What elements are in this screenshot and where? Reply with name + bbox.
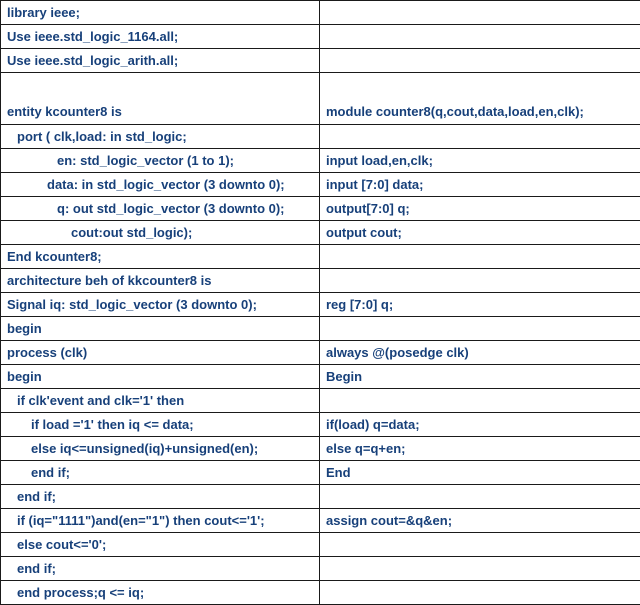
vhdl-line: cout:out std_logic);: [1, 221, 320, 245]
verilog-line: [320, 485, 640, 509]
vhdl-line: if clk'event and clk='1' then: [1, 389, 320, 413]
vhdl-line: data: in std_logic_vector (3 downto 0);: [1, 173, 320, 197]
vhdl-line: architecture beh of kkcounter8 is: [1, 269, 320, 293]
verilog-line: output cout;: [320, 221, 640, 245]
table-row: [1, 341, 640, 365]
vhdl-line: else iq<=unsigned(iq)+unsigned(en);: [1, 437, 320, 461]
verilog-line: always @(posedge clk): [320, 341, 640, 365]
vhdl-line: Use ieee.std_logic_1164.all;: [1, 25, 320, 49]
table-row: [1, 197, 640, 221]
vhdl-line: end if;: [1, 461, 320, 485]
verilog-line: if(load) q=data;: [320, 413, 640, 437]
verilog-line: [320, 581, 640, 605]
table-row: [1, 365, 640, 389]
verilog-line: reg [7:0] q;: [320, 293, 640, 317]
vhdl-line: Signal iq: std_logic_vector (3 downto 0);: [1, 293, 320, 317]
vhdl-line: en: std_logic_vector (1 to 1);: [1, 149, 320, 173]
vhdl-line: entity kcounter8 is: [1, 73, 320, 125]
verilog-line: [320, 557, 640, 581]
verilog-line: [320, 269, 640, 293]
verilog-line: else q=q+en;: [320, 437, 640, 461]
vhdl-line: End kcounter8;: [1, 245, 320, 269]
table-row: [1, 557, 640, 581]
verilog-line: [320, 245, 640, 269]
table-row: [1, 49, 640, 73]
vhdl-line: Use ieee.std_logic_arith.all;: [1, 49, 320, 73]
table-row: [1, 245, 640, 269]
verilog-line: [320, 25, 640, 49]
verilog-line: [320, 533, 640, 557]
table-row: [1, 293, 640, 317]
table-row: [1, 485, 640, 509]
table-row: [1, 149, 640, 173]
table-row: [1, 461, 640, 485]
table-row: [1, 413, 640, 437]
vhdl-line: else cout<='0';: [1, 533, 320, 557]
verilog-line: module counter8(q,cout,data,load,en,clk);: [320, 73, 640, 125]
table-row: [1, 269, 640, 293]
table-row: [1, 125, 640, 149]
verilog-line: input load,en,clk;: [320, 149, 640, 173]
verilog-line: Begin: [320, 365, 640, 389]
table-row: [1, 221, 640, 245]
table-row: [1, 173, 640, 197]
table-row: [1, 509, 640, 533]
table-row: [1, 581, 640, 605]
vhdl-line: q: out std_logic_vector (3 downto 0);: [1, 197, 320, 221]
verilog-line: input [7:0] data;: [320, 173, 640, 197]
verilog-line: [320, 125, 640, 149]
vhdl-line: end process;q <= iq;: [1, 581, 320, 605]
vhdl-line: begin: [1, 365, 320, 389]
table-row: [1, 25, 640, 49]
table-row: [1, 73, 640, 125]
verilog-line: output[7:0] q;: [320, 197, 640, 221]
table-row: [1, 1, 640, 25]
vhdl-line: end if;: [1, 485, 320, 509]
verilog-line: [320, 49, 640, 73]
vhdl-line: if (iq="1111")and(en="1") then cout<='1';: [1, 509, 320, 533]
verilog-line: [320, 317, 640, 341]
vhdl-line: end if;: [1, 557, 320, 581]
verilog-line: [320, 389, 640, 413]
vhdl-line: if load ='1' then iq <= data;: [1, 413, 320, 437]
vhdl-line: library ieee;: [1, 1, 320, 25]
vhdl-line: process (clk): [1, 341, 320, 365]
verilog-line: End: [320, 461, 640, 485]
table-row: [1, 533, 640, 557]
table-row: [1, 317, 640, 341]
table-row: [1, 437, 640, 461]
vhdl-line: port ( clk,load: in std_logic;: [1, 125, 320, 149]
vhdl-line: begin: [1, 317, 320, 341]
verilog-line: assign cout=&q&en;: [320, 509, 640, 533]
verilog-line: [320, 1, 640, 25]
table-row: [1, 389, 640, 413]
